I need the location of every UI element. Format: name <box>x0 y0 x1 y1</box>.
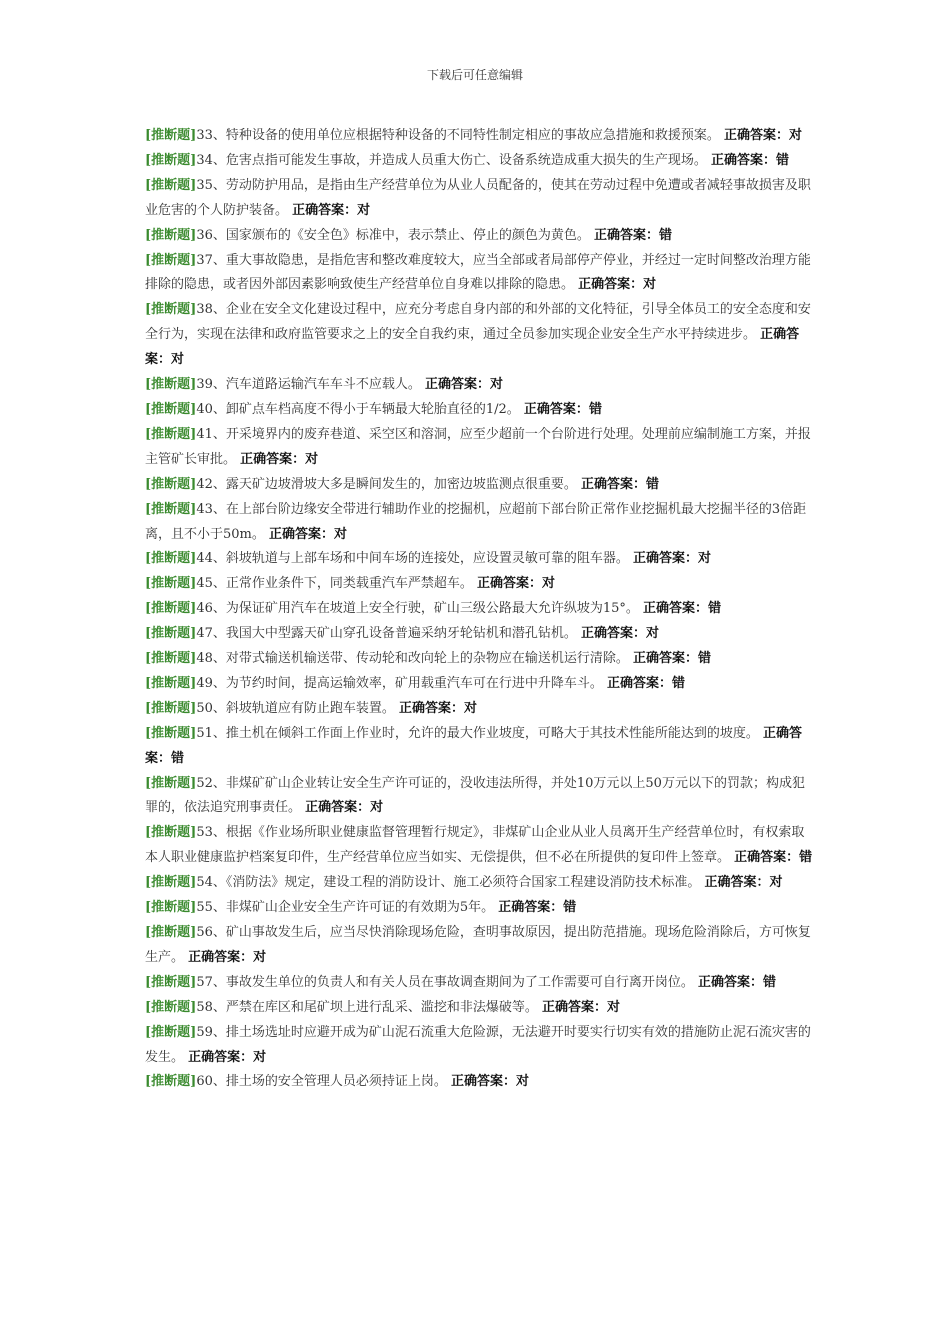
question-item <box>145 149 817 174</box>
answer-value: 对 <box>305 451 319 467</box>
answer-label: 正确答案： <box>578 277 644 293</box>
question-text: 33、特种设备的使用单位应根据特种设备的不同特性制定相应的事故应急措施和救援预案。 <box>196 128 720 143</box>
answer-label: 正确答案： <box>581 476 647 492</box>
answer-value: 对 <box>516 1074 530 1090</box>
question-type-tag: [推断题] <box>145 128 197 143</box>
answer-value: 错 <box>659 227 673 243</box>
answer-value: 对 <box>646 626 660 642</box>
question-type-tag: [推断题] <box>145 1074 197 1090</box>
question-type-tag: [推断题] <box>145 576 197 592</box>
answer-label: 正确答案： <box>711 152 777 168</box>
page-header: 下载后可任意编辑 <box>426 68 523 82</box>
answer-value: 对 <box>542 576 556 592</box>
answer-label: 正确答案： <box>724 128 790 143</box>
question-text: 40、卸矿点车档高度不得小于车辆最大轮胎直径的1/2。 <box>196 401 520 417</box>
answer-label: 正确答案： <box>498 900 564 916</box>
question-type-tag: [推断题] <box>145 1024 197 1040</box>
question-item <box>145 498 817 548</box>
question-type-tag: [推断题] <box>145 775 197 791</box>
question-type-tag: [推断题] <box>145 925 197 940</box>
question-type-tag: [推断题] <box>145 900 197 916</box>
answer-value: 对 <box>171 352 185 368</box>
answer-label: 正确答案： <box>240 451 306 467</box>
answer-value: 错 <box>708 601 722 617</box>
answer-value: 对 <box>490 377 504 393</box>
answer-value: 错 <box>763 974 777 990</box>
question-text: 54、《消防法》规定，建设工程的消防设计、施工必须符合国家工程建设消防技术标准。 <box>196 875 701 891</box>
question-text: 52、非煤矿矿山企业转让安全生产许可证的，没收违法所得，并处10万元以上50万元以下的罚款；构成犯罪的，依法追究刑事责任。 <box>145 775 805 816</box>
answer-value: 对 <box>769 875 783 891</box>
answer-label: 正确答案： <box>477 576 543 592</box>
question-text: 59、排土场选址时应避开成为矿山泥石流重大危险源，无法避开时要实行切实有效的措施防止泥石流灾害的发生。 <box>145 1024 811 1065</box>
answer-label: 正确答案： <box>734 850 800 866</box>
answer-label: 正确答案： <box>188 1049 254 1065</box>
question-text: 47、我国大中型露天矿山穿孔设备普遍采纳牙轮钻机和潜孔钻机。 <box>196 626 577 642</box>
question-text: 51、推土机在倾斜工作面上作业时，允许的最大作业坡度，可略大于其技术性能所能达到的坡度。 <box>196 725 759 741</box>
question-type-tag: [推断题] <box>145 377 197 393</box>
answer-value: 错 <box>672 675 686 691</box>
answer-value: 错 <box>698 651 712 667</box>
question-type-tag: [推断题] <box>145 551 197 567</box>
question-item <box>145 1070 817 1095</box>
answer-value: 对 <box>464 700 478 716</box>
question-item <box>145 174 817 224</box>
answer-label: 正确答案： <box>523 401 589 417</box>
answer-label: 正确答案： <box>594 227 660 243</box>
question-type-tag: [推断题] <box>145 725 197 741</box>
question-item <box>145 622 817 647</box>
answer-label: 正确答案： <box>292 202 358 218</box>
answer-label: 正确答案： <box>581 626 647 642</box>
question-item <box>145 697 817 722</box>
question-item <box>145 921 817 971</box>
question-text: 39、汽车道路运输汽车车斗不应载人。 <box>196 377 421 393</box>
question-type-tag: [推断题] <box>145 651 197 667</box>
answer-label: 正确答案： <box>145 327 800 368</box>
question-type-tag: [推断题] <box>145 401 197 417</box>
answer-value: 对 <box>253 949 267 965</box>
question-type-tag: [推断题] <box>145 252 197 268</box>
question-text: 58、严禁在库区和尾矿坝上进行乱采、滥挖和非法爆破等。 <box>196 999 538 1015</box>
question-item <box>145 373 817 398</box>
question-item <box>145 996 817 1021</box>
question-type-tag: [推断题] <box>145 974 197 990</box>
answer-label: 正确答案： <box>633 551 699 567</box>
question-type-tag: [推断题] <box>145 675 197 691</box>
answer-value: 对 <box>789 128 803 143</box>
answer-value: 对 <box>253 1049 267 1065</box>
answer-value: 对 <box>643 277 657 293</box>
question-type-tag: [推断题] <box>145 152 197 168</box>
answer-label: 正确答案： <box>643 601 709 617</box>
answer-value: 错 <box>171 750 185 766</box>
question-text: 56、矿山事故发生后，应当尽快消除现场危险，查明事故原因，提出防范措施。现场危险消除后，方可恢复生产。 <box>145 925 811 965</box>
question-item <box>145 722 817 772</box>
answer-value: 错 <box>646 476 660 492</box>
question-item <box>145 1021 817 1071</box>
answer-label: 正确答案： <box>145 725 803 766</box>
question-item <box>145 821 817 871</box>
question-item <box>145 597 817 622</box>
answer-label: 正确答案： <box>451 1074 517 1090</box>
question-text: 45、正常作业条件下，同类载重汽车严禁超车。 <box>196 576 473 592</box>
question-type-tag: [推断题] <box>145 227 197 243</box>
question-text: 53、根据《作业场所职业健康监督管理暂行规定》，非煤矿山企业从业人员离开生产经营单位时，有权索取本人职业健康监护档案复印件，生产经营单位应当如实、无偿提供，但不必在所提供的复印件上签章。 <box>145 825 805 866</box>
question-item <box>145 547 817 572</box>
answer-label: 正确答案： <box>698 974 764 990</box>
question-type-tag: [推断题] <box>145 626 197 642</box>
answer-label: 正确答案： <box>704 875 770 891</box>
question-text: 38、企业在安全文化建设过程中，应充分考虑自身内部的和外部的文化特征，引导全体员工的安全态度和安全行为，实现在法律和政府监管要求之上的安全自我约束，通过全员参加实现企业安全生产水平持续进步。 <box>145 302 811 343</box>
question-list <box>145 124 817 1095</box>
question-item <box>145 423 817 473</box>
answer-label: 正确答案： <box>269 526 335 542</box>
question-item <box>145 871 817 896</box>
answer-label: 正确答案： <box>188 949 254 965</box>
answer-value: 错 <box>799 850 813 866</box>
question-item <box>145 298 817 373</box>
answer-label: 正确答案： <box>399 700 465 716</box>
answer-label: 正确答案： <box>305 800 371 816</box>
question-text: 50、斜坡轨道应有防止跑车装置。 <box>196 700 395 716</box>
question-item <box>145 249 817 299</box>
answer-value: 错 <box>776 152 790 168</box>
answer-label: 正确答案： <box>607 675 673 691</box>
question-type-tag: [推断题] <box>145 999 197 1015</box>
question-type-tag: [推断题] <box>145 476 197 492</box>
question-type-tag: [推断题] <box>145 302 197 318</box>
question-item <box>145 971 817 996</box>
question-item <box>145 647 817 672</box>
question-text: 60、排土场的安全管理人员必须持证上岗。 <box>196 1074 447 1090</box>
question-type-tag: [推断题] <box>145 601 197 617</box>
question-text: 49、为节约时间，提高运输效率，矿用载重汽车可在行进中升降车斗。 <box>196 675 603 691</box>
question-item <box>145 473 817 498</box>
question-text: 43、在上部台阶边缘安全带进行辅助作业的挖掘机，应超前下部台阶正常作业挖掘机最大挖掘半径的3倍距离，且不小于50m。 <box>145 501 807 542</box>
answer-value: 错 <box>588 401 602 417</box>
answer-value: 对 <box>357 202 371 218</box>
answer-value: 对 <box>370 800 384 816</box>
question-type-tag: [推断题] <box>145 177 197 193</box>
question-item <box>145 572 817 597</box>
question-item <box>145 896 817 921</box>
question-type-tag: [推断题] <box>145 875 197 891</box>
answer-value: 对 <box>607 999 621 1015</box>
question-item <box>145 124 817 149</box>
answer-value: 对 <box>698 551 712 567</box>
question-type-tag: [推断题] <box>145 501 197 517</box>
question-text: 46、为保证矿用汽车在坡道上安全行驶，矿山三级公路最大允许纵坡为15°。 <box>196 601 639 617</box>
question-text: 36、国家颁布的《安全色》标准中，表示禁止、停止的颜色为黄色。 <box>196 227 590 243</box>
answer-value: 对 <box>334 526 348 542</box>
answer-label: 正确答案： <box>542 999 608 1015</box>
question-text: 41、开采境界内的废弃巷道、采空区和溶洞，应至少超前一个台阶进行处理。处理前应编制施工方案，并报主管矿长审批。 <box>145 426 811 467</box>
question-text: 35、劳动防护用品，是指由生产经营单位为从业人员配备的，使其在劳动过程中免遭或者减轻事故损害及职业危害的个人防护装备。 <box>145 177 811 218</box>
answer-value: 错 <box>563 900 577 916</box>
question-item <box>145 224 817 249</box>
question-text: 37、重大事故隐患，是指危害和整改难度较大，应当全部或者局部停产停业，并经过一定时间整改治理方能排除的隐患，或者因外部因素影响致使生产经营单位自身难以排除的隐患。 <box>145 252 811 293</box>
question-text: 55、非煤矿山企业安全生产许可证的有效期为5年。 <box>196 900 495 916</box>
answer-label: 正确答案： <box>633 651 699 667</box>
question-text: 57、事故发生单位的负责人和有关人员在事故调查期间为了工作需要可自行离开岗位。 <box>196 974 694 990</box>
question-text: 48、对带式输送机输送带、传动轮和改向轮上的杂物应在输送机运行清除。 <box>196 651 629 667</box>
question-item <box>145 672 817 697</box>
question-item <box>145 772 817 822</box>
question-item <box>145 398 817 423</box>
question-type-tag: [推断题] <box>145 700 197 716</box>
question-text: 44、斜坡轨道与上部车场和中间车场的连接处，应设置灵敏可靠的阻车器。 <box>196 551 629 567</box>
question-text: 34、危害点指可能发生事故，并造成人员重大伤亡、设备系统造成重大损失的生产现场。 <box>196 152 707 168</box>
question-type-tag: [推断题] <box>145 825 197 841</box>
answer-label: 正确答案： <box>425 377 491 393</box>
question-text: 42、露天矿边坡滑坡大多是瞬间发生的，加密边坡监测点很重要。 <box>196 476 577 492</box>
question-type-tag: [推断题] <box>145 426 197 442</box>
